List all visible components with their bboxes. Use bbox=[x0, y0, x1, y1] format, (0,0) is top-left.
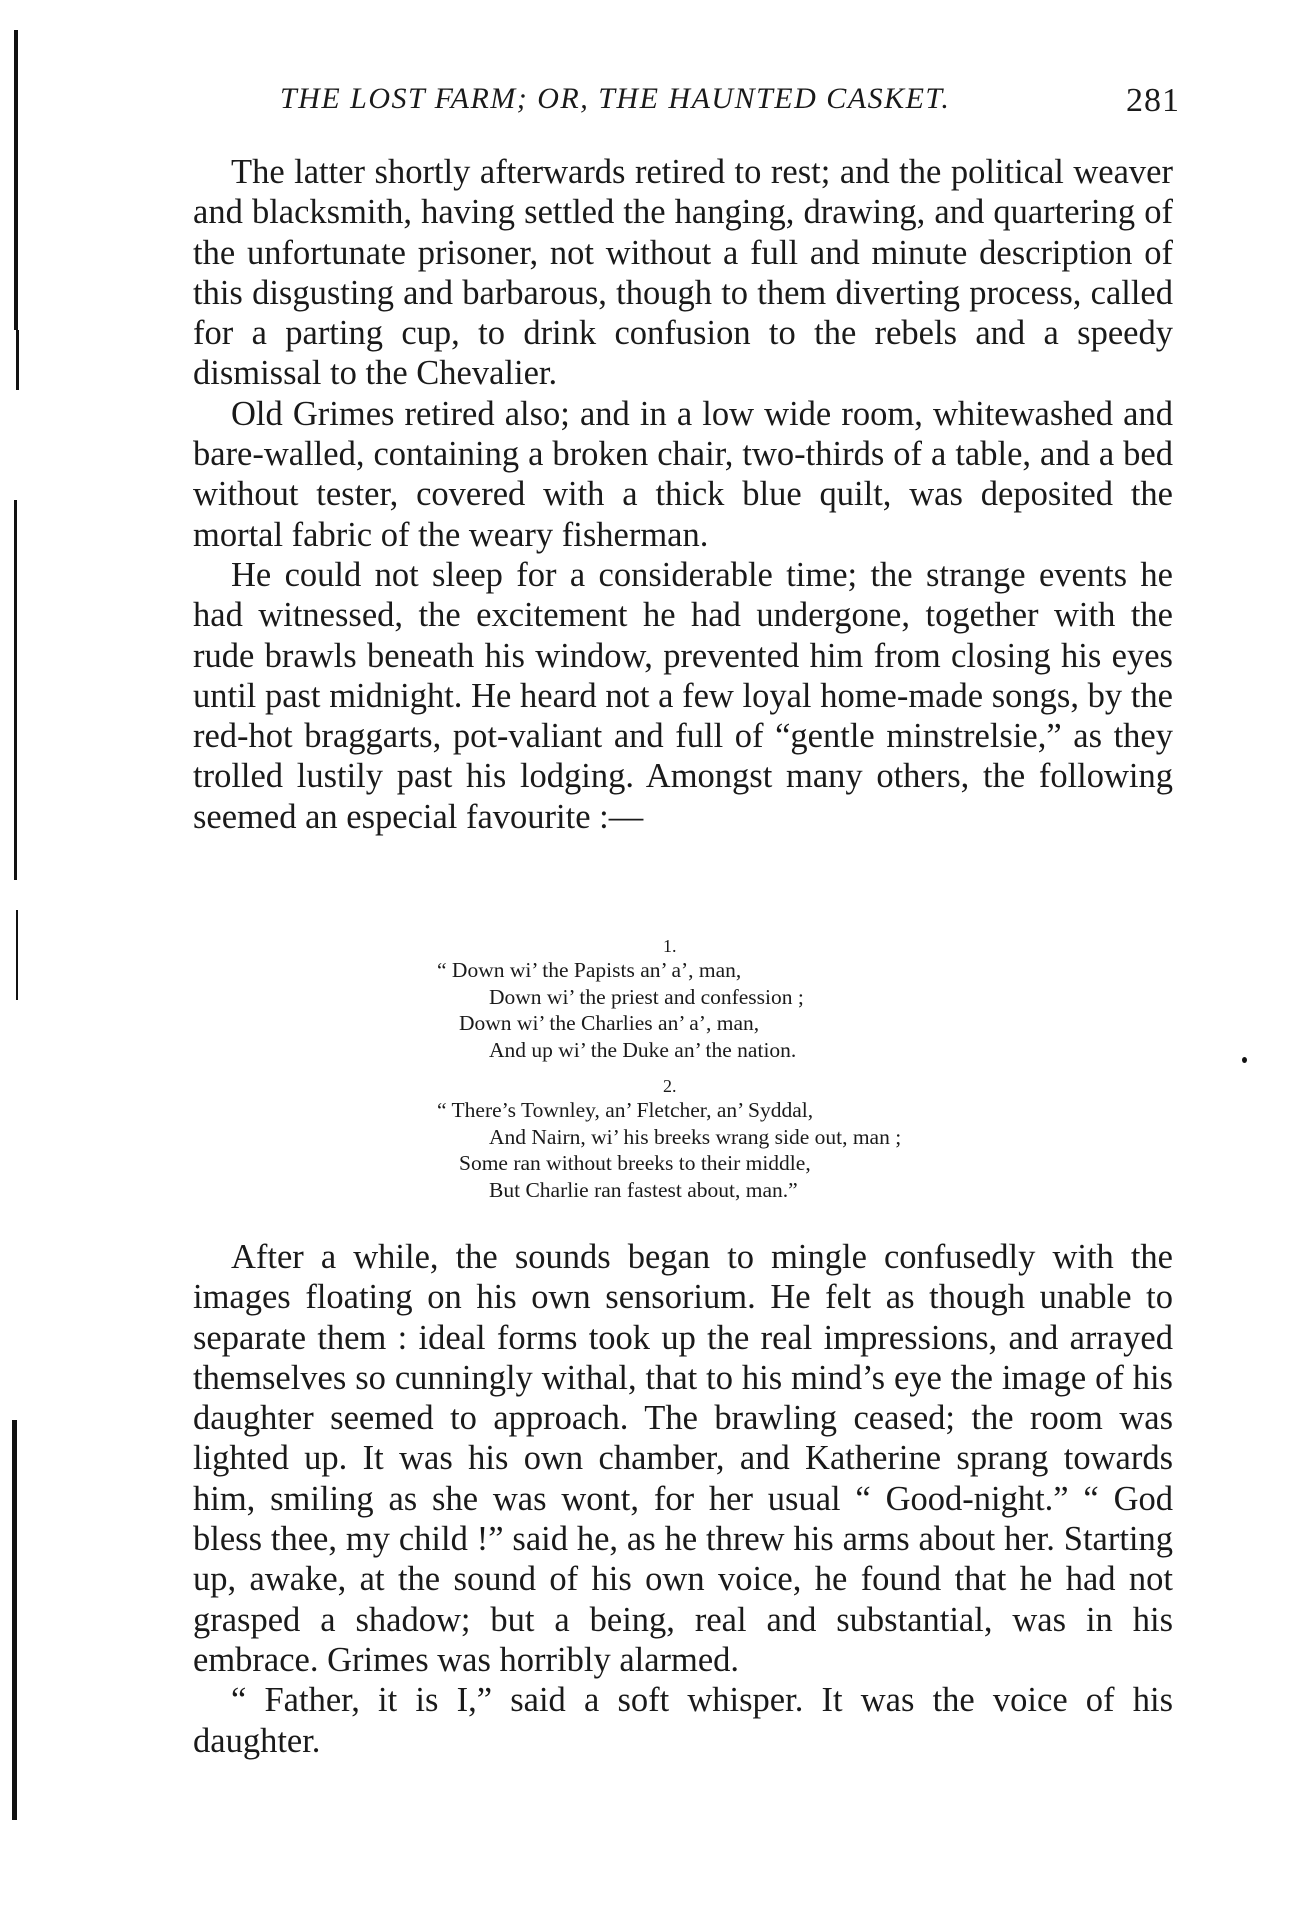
binding-mark bbox=[14, 30, 18, 330]
binding-mark bbox=[16, 910, 18, 1000]
verse-line: And up wi’ the Duke an’ the nation. bbox=[489, 1037, 797, 1062]
binding-mark bbox=[14, 500, 17, 880]
binding-mark bbox=[12, 1420, 17, 1820]
verse-line: “ There’s Townley, an’ Fletcher, an’ Syddal, bbox=[437, 1098, 814, 1122]
stanza-2 bbox=[437, 1075, 1077, 1203]
verse-line: Down wi’ the priest and confession ; bbox=[489, 984, 804, 1009]
body-text-top bbox=[193, 152, 1173, 837]
verse-line: Some ran without breeks to their middle, bbox=[459, 1151, 811, 1175]
stanza-1 bbox=[437, 935, 1077, 1063]
verse-line: Down wi’ the Charlies an’ a’, man, bbox=[459, 1011, 760, 1035]
verse-line: But Charlie ran fastest about, man.” bbox=[489, 1177, 798, 1202]
page-number: 281 bbox=[1126, 82, 1180, 119]
running-header bbox=[280, 82, 1180, 132]
stanza-number: 2. bbox=[663, 1076, 677, 1096]
verse-line: And Nairn, wi’ his breeks wrang side out, man ; bbox=[489, 1124, 902, 1149]
paragraph: Old Grimes retired also; and in a low wide room, whitewashed and bare-walled, containing a broken chair, two-thirds of a table, and a bed without tester, covered with a thick blue quilt, was deposited the mortal fabric of the weary fisherman. bbox=[193, 394, 1173, 554]
paragraph: He could not sleep for a considerable time; the strange events he had witnessed, the excitement he had undergone, together with the rude brawls beneath his window, prevented him from closing his eyes until past midnight. He heard not a few loyal home-made songs, by the red-hot braggarts, pot-valiant and full of “gentle minstrelsie,” as they trolled lustily past his lodging. Amongst many others, the following seemed an especial favourite :— bbox=[193, 555, 1173, 836]
paragraph: After a while, the sounds began to mingle confusedly with the images floating on his own sensorium. He felt as though unable to separate them : ideal forms took up the real impressions, and arrayed themselves so cunningly withal, that to his mind’s eye the image of his daughter seemed to approach. The brawling ceased; the room was lighted up. It was his own chamber, and Katherine sprang towards him, smiling as she was wont, for her usual “ Good-night.” “ God bless thee, my child !” said he, as he threw his arms about her. Starting up, awake, at the sound of his own voice, he found that he had not grasped a shadow; but a being, real and substantial, was in his embrace. Grimes was horribly alarmed. bbox=[193, 1238, 1173, 1679]
running-title: THE LOST FARM; OR, THE HAUNTED CASKET. bbox=[280, 82, 951, 115]
binding-mark bbox=[16, 330, 19, 390]
body-text-bottom bbox=[193, 1237, 1173, 1761]
speck bbox=[1242, 1057, 1247, 1063]
song-verse bbox=[437, 935, 1077, 1215]
stanza-number: 1. bbox=[663, 936, 677, 956]
paragraph: “ Father, it is I,” said a soft whisper. It was the voice of his daughter. bbox=[193, 1681, 1173, 1760]
verse-line: “ Down wi’ the Papists an’ a’, man, bbox=[437, 958, 742, 982]
paragraph: The latter shortly afterwards retired to rest; and the political weaver and blacksmith, having settled the hanging, drawing, and quartering of the unfortunate prisoner, not without a full and minute description of this disgusting and barbarous, though to them diverting process, called for a parting cup, to drink confusion to the rebels and a speedy dismissal to the Chevalier. bbox=[193, 153, 1173, 393]
